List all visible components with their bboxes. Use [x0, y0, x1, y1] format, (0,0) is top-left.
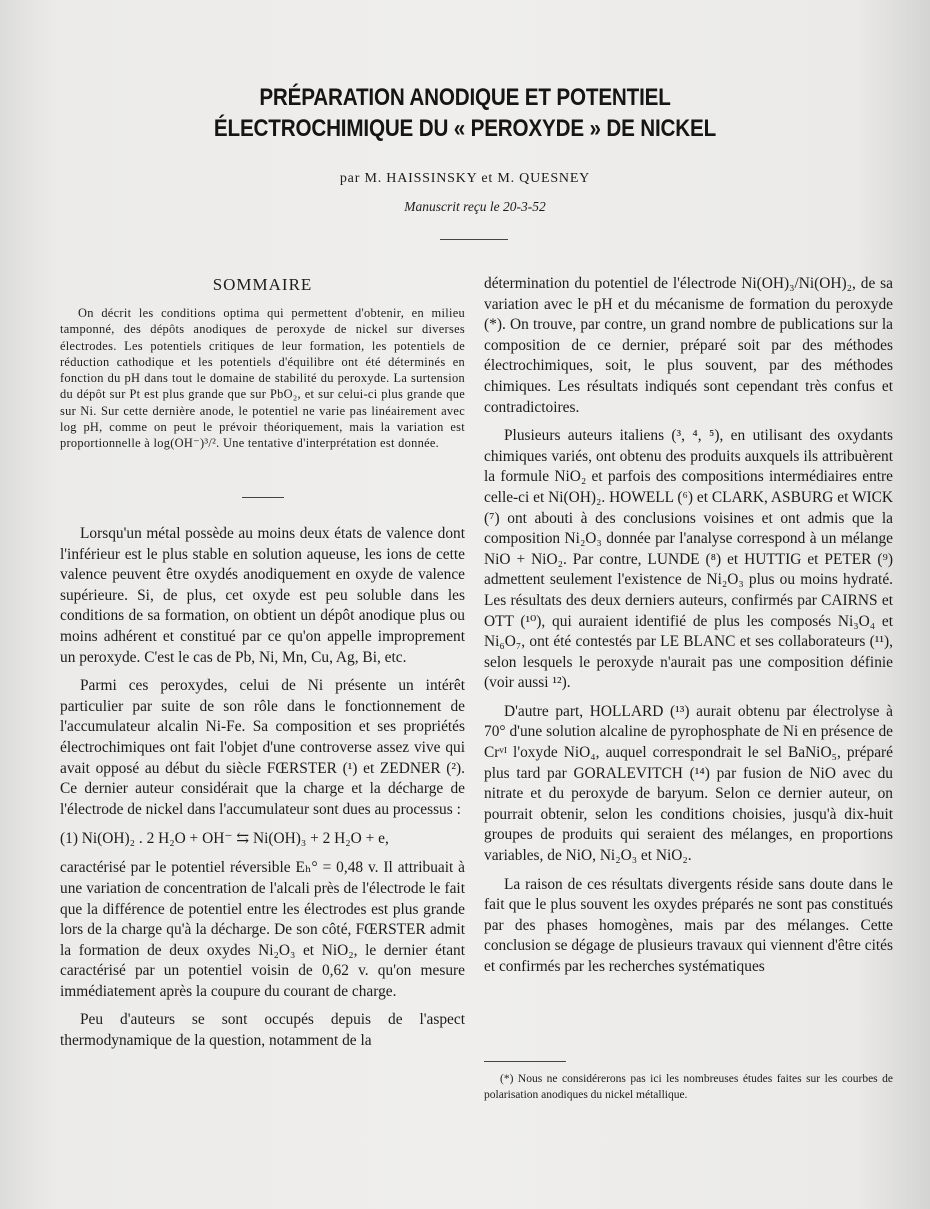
- equation-1: (1) Ni(OH)₂ . 2 H₂O + OH⁻ ⇆ Ni(OH)₃ + 2 H₂O + e,: [60, 830, 389, 848]
- paragraph: Peu d'auteurs se sont occupés depuis de l'aspect thermodynamique de la question, notamment de la: [60, 1011, 465, 1050]
- received-date: Manuscrit reçu le 20-3-52: [404, 199, 546, 214]
- paragraph: La raison de ces résultats divergents réside sans doute dans le fait que le plus souvent les oxydes préparés ne sont pas constitués par des phases homogènes, mais par des mélanges. Cette conclusion se dégage de plusieurs travaux qui viennent d'être cités et confirmés par les recherches systématiques: [484, 875, 893, 975]
- sommaire-abstract: [60, 305, 465, 452]
- paragraph: caractérisé par le potentiel réversible Eₕ° = 0,48 v. Il attribuait à une variation de concentration de l'alcali près de l'électrode le fait que la différence de potentiel entre les électrodes est plus grande lors de la charge qu'à la décharge. De son côté, FŒRSTER admit la formation de deux oxydes Ni₂O₃ et NiO₂, le dernier étant caractérisé par un potentiel voisin de 0,62 v. qu'on mesure immédiatement après la coupure du courant de charge.: [60, 859, 465, 1000]
- right-column: [484, 274, 893, 986]
- title-line-1: PRÉPARATION ANODIQUE ET POTENTIEL: [259, 84, 671, 111]
- paragraph: détermination du potentiel de l'électrode Ni(OH)₃/Ni(OH)₂, de sa variation avec le pH et du mécanisme de formation du peroxyde (*). On trouve, par contre, un grand nombre de publications sur la composition de ce dernier, préparé soit par des méthodes électrochimiques, soit, le plus souvent, par des méthodes chimiques. Les résultats indiqués sont cependant très confus et contradictoires.: [484, 275, 893, 416]
- title-divider: [440, 239, 508, 240]
- sommaire-heading: SOMMAIRE: [212, 275, 313, 294]
- footnote-text: (*) Nous ne considérerons pas ici les nombreuses études faites sur les courbes de polarisation anodiques du nickel métallique.: [484, 1073, 893, 1101]
- paragraph: Parmi ces peroxydes, celui de Ni présente un intérêt particulier par suite de son rôle dans le fonctionnement de l'accumulateur alcalin Ni-Fe. Sa composition et ses propriétés électrochimiques ont fait l'objet d'une controverse assez vive qui avait opposé au début du siècle FŒRSTER (¹) et ZEDNER (²). Ce dernier auteur considérait que la charge et la décharge de l'électrode de nickel dans l'accumulateur sont dues au processus :: [60, 677, 465, 818]
- abstract-divider: [242, 497, 284, 498]
- left-column: [60, 524, 465, 1060]
- paragraph: Lorsqu'un métal possède au moins deux états de valence dont l'inférieur est le plus stable en solution aqueuse, les ions de cette valence peuvent être oxydés anodiquement en oxyde de valence supérieure. Si, de plus, cet oxyde est peu soluble dans les conditions de sa formation, on obtient un dépôt anodique plus ou moins adhérent et constitué par ce qu'on appelle improprement un peroxyde. C'est le cas de Pb, Ni, Mn, Cu, Ag, Bi, etc.: [60, 525, 465, 666]
- article-title: [194, 82, 736, 144]
- paragraph: D'autre part, HOLLARD (¹³) aurait obtenu par électrolyse à 70° d'une solution alcaline de pyrophosphate de Ni en présence de Crᵛᴵ l'oxyde NiO₄, auquel correspondrait le sel BaNiO₅, préparé plus tard par GORALEVITCH (¹⁴) par fusion de NiO avec du nitrate et du peroxyde de baryum. Selon ce dernier auteur, on pourrait obtenir, selon les conditions choisies, jusqu'à dix-huit groupes de produits qui seraient des mélanges, en proportions variables, de NiO, Ni₂O₃ et NiO₂.: [484, 702, 893, 865]
- paragraph: Plusieurs auteurs italiens (³, ⁴, ⁵), en utilisant des oxydants chimiques variés, ont obtenu des produits auxquels ils attribuèrent la formule NiO₂ et parfois des compositions intermédiaires entre celle-ci et Ni(OH)₂. HOWELL (⁶) et CLARK, ASBURG et WICK (⁷) ont abouti à des conclusions voisines et ont admis que la composition Ni₂O₃ donnée par l'analyse correspond à un mélange NiO + NiO₂. Par contre, LUNDE (⁸) et HUTTIG et PETER (⁹) admettent seulement l'existence de Ni₂O₃ plus ou moins hydraté. Les résultats des deux derniers auteurs, confirmés par CAIRNS et OTT (¹⁰), qui auraient identifié de plus les composés Ni₃O₄ et Ni₆O₇, ont été contestés par LE BLANC et ses collaborateurs (¹¹), selon lesquels le peroxyde n'aurait pas une composition définie (voir aussi ¹²).: [484, 427, 893, 692]
- footnote-divider: [484, 1061, 566, 1062]
- footnote: [484, 1072, 893, 1103]
- authors-line: par M. HAISSINSKY et M. QUESNEY: [339, 171, 591, 186]
- abstract-text: On décrit les conditions optima qui permettent d'obtenir, en milieu tamponné, des dépôts anodiques de peroxyde de nickel sur diverses électrodes. Les potentiels critiques de leur formation, les potentiels de réduction cathodique et les potentiels d'équilibre ont été déterminés en fonction du pH dans tout le domaine de stabilité du peroxyde. La surtension du dépôt sur Pt est plus grande que sur PbO₂, et sur celui-ci plus grande que sur Ni. Sur cette dernière anode, le potentiel ne varie pas linéairement avec log pH, comme on peut le prévoir théoriquement, mais la variation est proportionnelle à log(OH⁻)³/². Une tentative d'interprétation est donnée.: [60, 306, 465, 451]
- title-line-2: ÉLECTROCHIMIQUE DU « PEROXYDE » DE NICKEL: [213, 115, 717, 142]
